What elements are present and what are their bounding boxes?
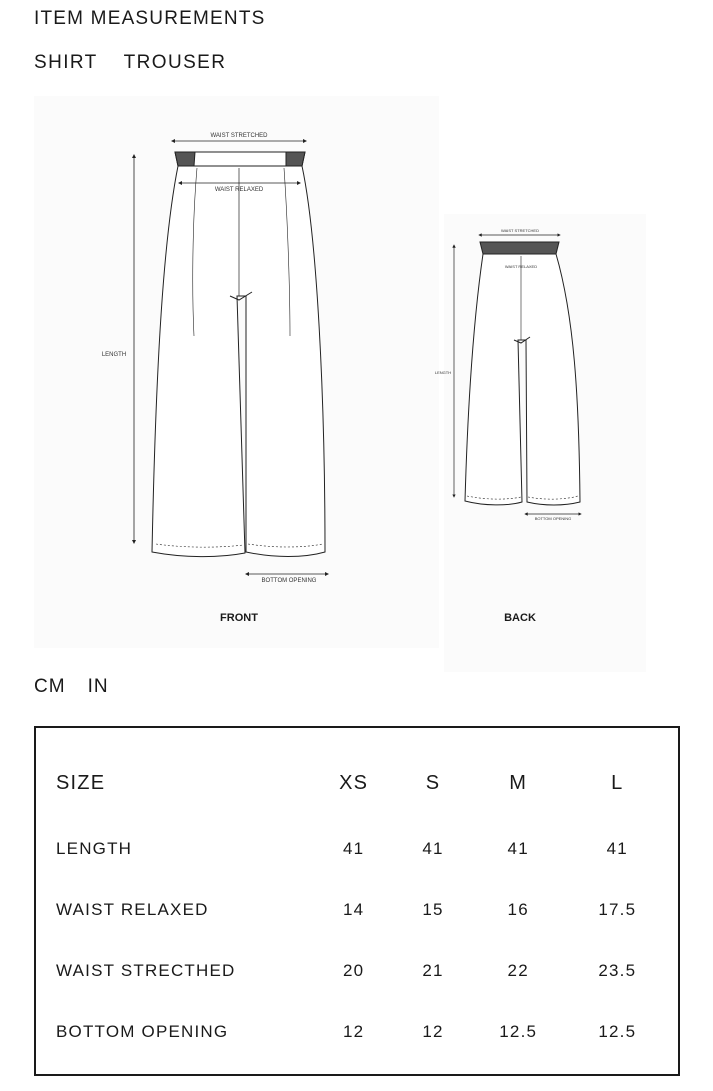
table-cell: 17.5 (598, 899, 637, 919)
back-waist-relaxed-label: WAIST RELAXED (504, 264, 538, 269)
page-title: ITEM MEASUREMENTS (34, 8, 266, 29)
row-label: WAIST STRECTHED (56, 960, 236, 980)
back-waist-stretched-label: WAIST STRETCHED (500, 228, 540, 233)
table-cell: 14 (343, 899, 365, 919)
front-trouser-drawing (152, 152, 325, 557)
unit-toggle (34, 676, 109, 698)
table-cell: 20 (343, 960, 365, 980)
table-header-row (56, 748, 678, 818)
front-caption: FRONT (220, 612, 258, 624)
row-label: BOTTOM OPENING (56, 1021, 229, 1041)
product-tabs (34, 52, 226, 74)
table-cell: 22 (507, 960, 529, 980)
table-cell: 41 (507, 838, 529, 858)
front-waist-stretched-label: WAIST STRETCHED (210, 133, 268, 139)
back-caption: BACK (504, 612, 536, 624)
unit-cm-button[interactable]: CM (34, 676, 66, 697)
table-cell: 21 (422, 960, 444, 980)
row-label: WAIST RELAXED (56, 899, 209, 919)
table-cell: 16 (507, 899, 529, 919)
table-cell: 41 (422, 838, 444, 858)
column-header-s: S (425, 771, 441, 794)
table-cell: 12.5 (499, 1021, 538, 1041)
trouser-sketch (34, 96, 646, 648)
front-waist-relaxed-label: WAIST RELAXED (214, 187, 264, 193)
back-bottom-opening-label: BOTTOM OPENING (534, 516, 572, 521)
table-cell: 15 (422, 899, 444, 919)
back-length-label: LENGTH (434, 370, 452, 375)
table-cell: 12.5 (598, 1021, 637, 1041)
tab-trouser[interactable]: TROUSER (123, 52, 227, 73)
table-row (56, 818, 678, 879)
column-header-m: M (509, 771, 528, 794)
front-length-label: LENGTH (101, 352, 127, 358)
back-trouser-drawing (465, 242, 580, 505)
table-cell: 41 (606, 838, 628, 858)
column-header-l: L (611, 771, 624, 794)
table-cell: 12 (343, 1021, 365, 1041)
trouser-measurement-diagram (34, 96, 646, 648)
table-row (56, 879, 678, 940)
row-label: LENGTH (56, 838, 133, 858)
table-cell: 23.5 (598, 960, 637, 980)
table-row (56, 1001, 678, 1062)
table-row (56, 940, 678, 1001)
column-header-size: SIZE (56, 771, 106, 794)
unit-in-button[interactable]: IN (87, 676, 109, 697)
column-header-xs: XS (339, 771, 369, 794)
tab-shirt[interactable]: SHIRT (34, 52, 98, 73)
front-bottom-opening-label: BOTTOM OPENING (261, 578, 317, 584)
table-cell: 12 (422, 1021, 444, 1041)
size-chart-table (34, 726, 680, 1076)
table-cell: 41 (343, 838, 365, 858)
